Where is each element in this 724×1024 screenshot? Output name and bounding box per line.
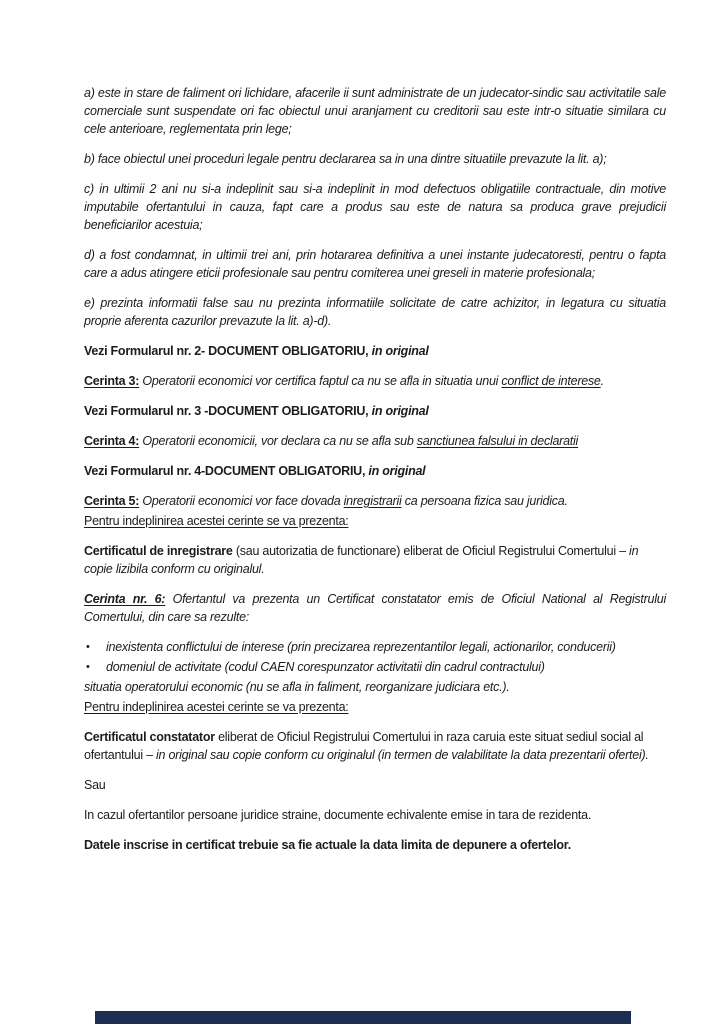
page-bottom-bar [95, 1011, 631, 1024]
bullet-text [106, 658, 666, 676]
text-segment: Certificatul constatator [84, 730, 215, 744]
text-segment: Vezi Formularul nr. 3 -DOCUMENT OBLIGATORIU, [84, 404, 372, 418]
cerinta-3 [84, 372, 666, 390]
text-segment: In cazul ofertantilor persoane juridice straine, documente echivalente emise in tara de rezidenta. [84, 808, 592, 822]
pentru-indeplinirea-cerinta-6 [84, 698, 666, 716]
certificatul-constatator [84, 728, 666, 764]
vezi-formular-2 [84, 342, 666, 360]
bullet-icon: • [86, 661, 90, 673]
text-segment: Cerinta 5: [84, 494, 140, 508]
vezi-formular-4 [84, 462, 666, 480]
clause-b [84, 150, 666, 168]
text-segment: in copie lizibila conform cu originalul. [84, 544, 639, 576]
situatia-operatorului [84, 678, 666, 696]
certificatul-de-inregistrare [84, 542, 666, 578]
text-segment: eliberat de Oficiul Registrului Comertului in raza caruia este situat sediul social al ofertantului – [84, 730, 644, 762]
text-segment: sanctiunea falsului in declaratii [416, 434, 579, 448]
cerinta-4 [84, 432, 666, 450]
text-segment: e) prezinta informatii false sau nu prezinta informatiile solicitate de catre achizitor, in legatura cu situatia proprie aferenta cazurilor prevazute la lit. a)-d). [84, 296, 666, 328]
clause-a [84, 84, 666, 138]
text-segment: Datele inscrise in certificat trebuie sa fie actuale la data limita de depunere a ofertelor. [84, 838, 571, 852]
text-segment: Ofertantul va prezenta un Certificat constatator emis de Oficiul National al Registrului Comertului, din care sa rezulte: [84, 592, 666, 624]
text-segment: . [600, 374, 604, 388]
oferanti-straini [84, 806, 666, 824]
bullet-inexistenta-conflict [84, 638, 666, 656]
cerinta-5 [84, 492, 666, 510]
text-segment: in original sau copie conform cu originalul (in termen de valabilitate la data prezentarii ofertei). [156, 748, 649, 762]
text-segment: b) face obiectul unei proceduri legale pentru declararea sa in una dintre situatiile prevazute la lit. a); [84, 152, 607, 166]
text-segment: Vezi Formularul nr. 4-DOCUMENT OBLIGATORIU, [84, 464, 369, 478]
clause-c [84, 180, 666, 234]
bullet-domeniul-activitate [84, 658, 666, 676]
document-body [84, 84, 666, 854]
text-segment: domeniul de activitate (codul CAEN corespunzator activitatii din cadrul contractului) [106, 660, 545, 674]
text-segment: in original [371, 404, 429, 418]
cerinta-6 [84, 590, 666, 626]
text-segment: Pentru indeplinirea acestei cerinte se va prezenta: [84, 700, 349, 714]
text-segment: Cerinta nr. 6: [84, 592, 166, 606]
bullet-icon: • [86, 641, 90, 653]
pentru-indeplinirea-cerinta-5 [84, 512, 666, 530]
text-segment: conflict de interese [501, 374, 601, 388]
text-segment: inregistrarii [343, 494, 402, 508]
text-segment: Operatorii economici vor face dovada [139, 494, 344, 508]
text-segment: ca persoana fizica sau juridica. [401, 494, 568, 508]
text-segment: Sau [84, 778, 106, 792]
text-segment: in original [368, 464, 426, 478]
text-segment: Cerinta 3: [84, 374, 140, 388]
text-segment: situatia operatorului economic (nu se afla in faliment, reorganizare judiciara etc.). [84, 680, 510, 694]
text-segment: a) este in stare de faliment ori lichidare, afacerile ii sunt administrate de un judecator-sindic sau activitatile sale comerciale sunt suspendate ori fac obiectul unui aranjament cu creditorii sau este intr-o situatie similara cu cele anterioare, reglementata prin lege; [84, 86, 666, 136]
text-segment: Pentru indeplinirea acestei cerinte se va prezenta: [84, 514, 349, 528]
text-segment: Operatorii economici vor certifica faptul ca nu se afla in situatia unui [139, 374, 502, 388]
text-segment: c) in ultimii 2 ani nu si-a indeplinit sau si-a indeplinit in mod defectuos obligatiile contractuale, din motive imputabile ofertantului in cauza, fapt care a produs sau este de natura sa produca grave prejudicii beneficiarilor acestuia; [84, 182, 666, 232]
text-segment: (sau autorizatia de functionare) eliberat de Oficiul Registrului Comertului – [232, 544, 630, 558]
text-segment: Certificatul de inregistrare [84, 544, 233, 558]
text-segment: Cerinta 4: [84, 434, 140, 448]
text-segment: Vezi Formularul nr. 2- DOCUMENT OBLIGATORIU, [84, 344, 372, 358]
text-segment: d) a fost condamnat, in ultimii trei ani, prin hotararea definitiva a unei instante judecatoresti, pentru o fapta care a adus atingere eticii profesionale sau pentru comiterea unei greseli in materie profesionala; [84, 248, 666, 280]
clause-e [84, 294, 666, 330]
bullet-text [106, 638, 666, 656]
sau-line [84, 776, 666, 794]
vezi-formular-3 [84, 402, 666, 420]
text-segment: Operatorii economicii, vor declara ca nu se afla sub [139, 434, 417, 448]
text-segment: in original [371, 344, 429, 358]
clause-d [84, 246, 666, 282]
datele-inscrise [84, 836, 666, 854]
text-segment: inexistenta conflictului de interese (prin precizarea reprezentantilor legali, actionarilor, conducerii) [106, 640, 616, 654]
